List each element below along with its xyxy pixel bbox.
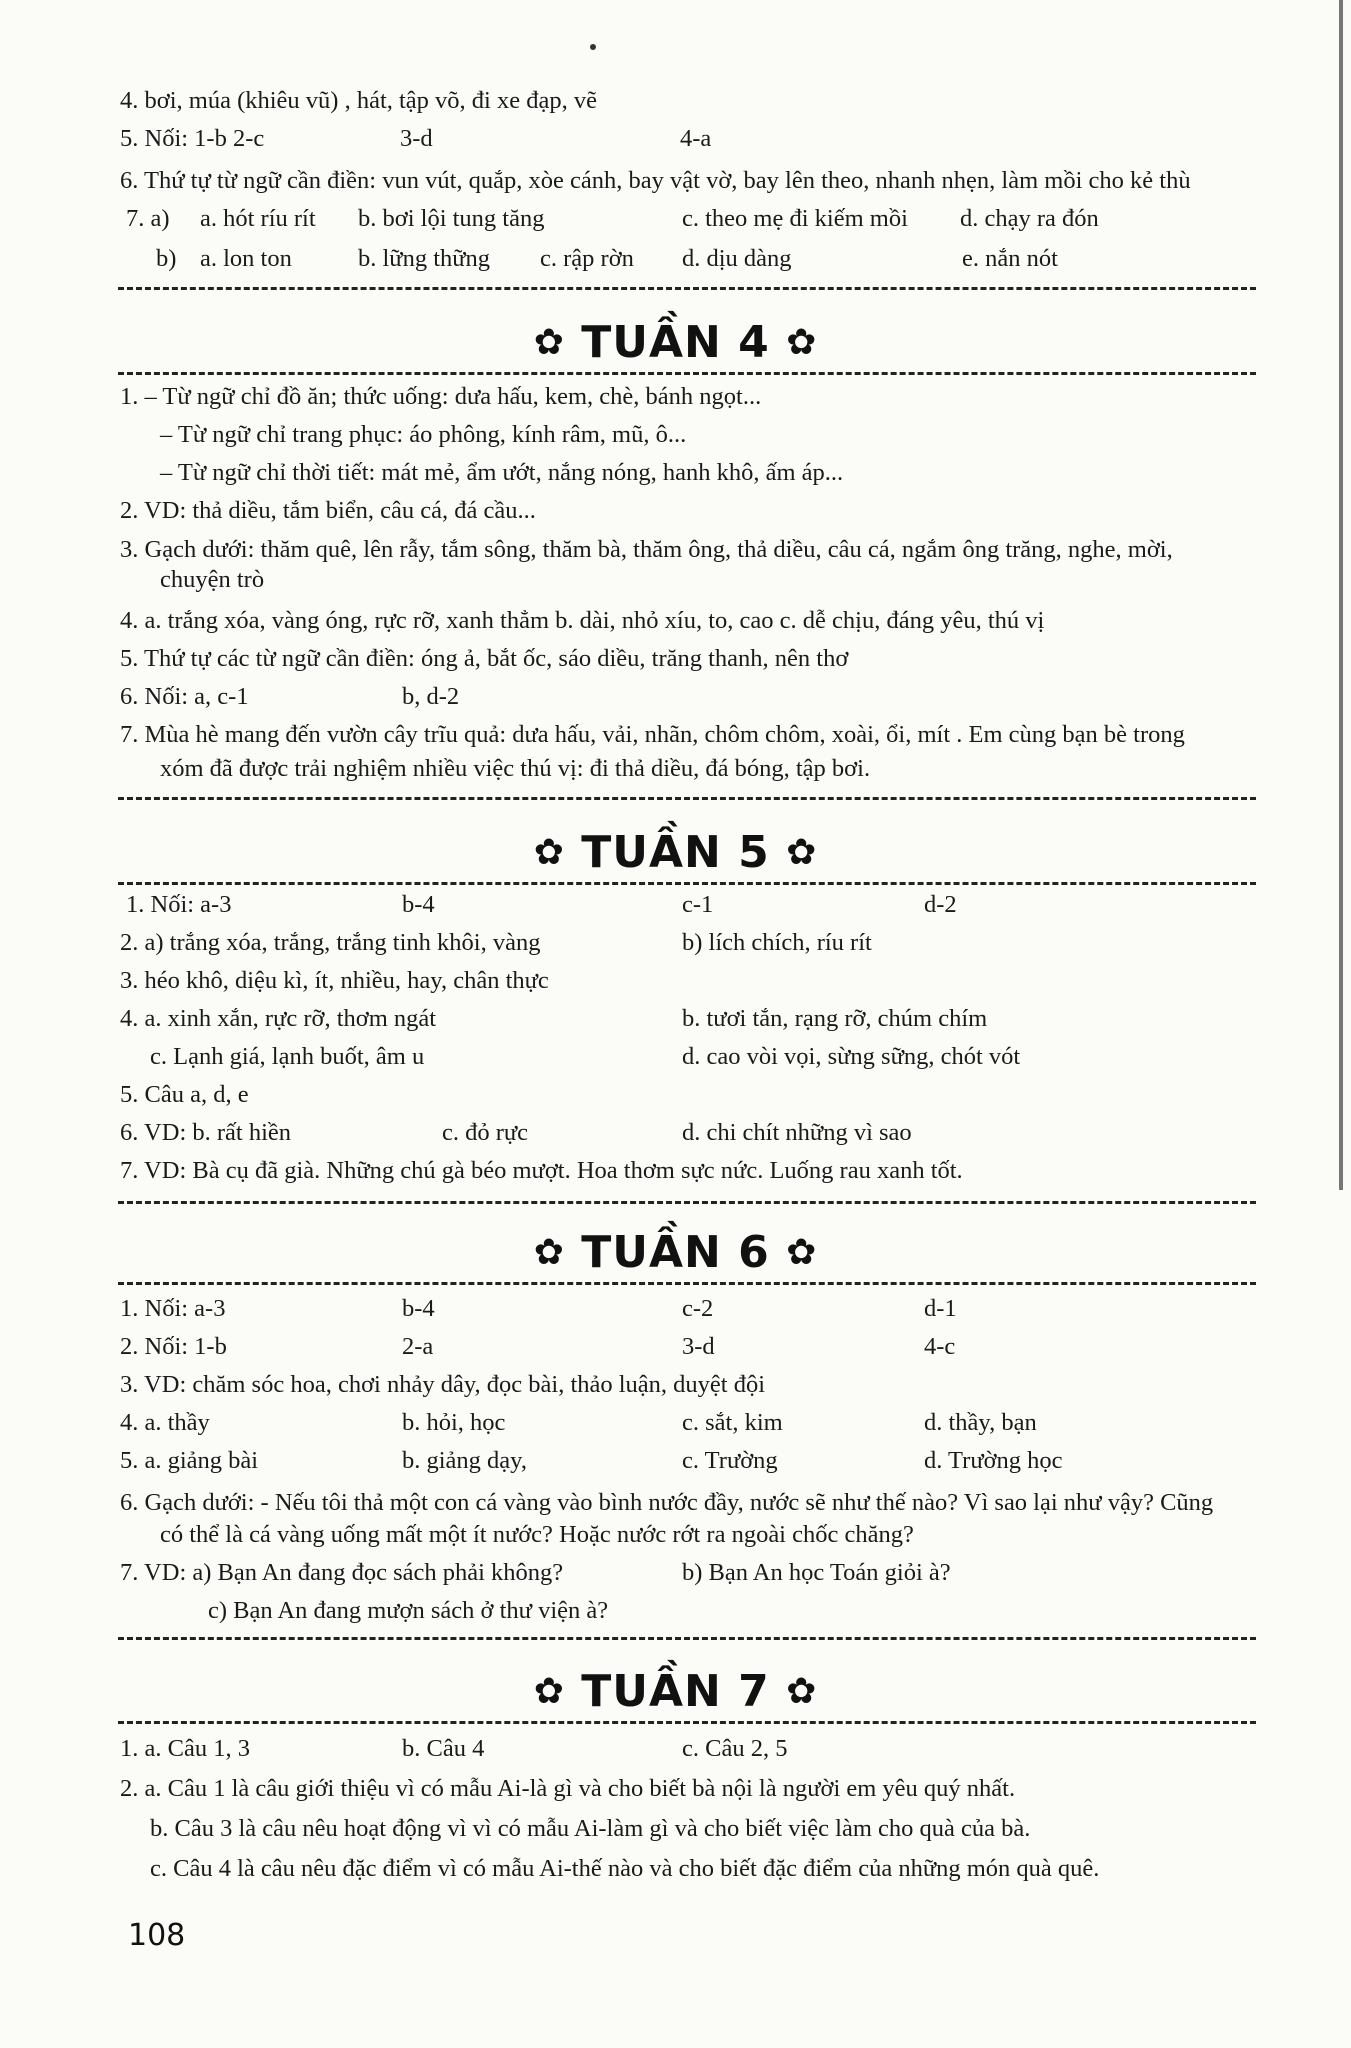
answer-line [120,1852,1256,1886]
answer-text: xóm đã được trải nghiệm nhiều việc thú vị: đi thả diều, đá bóng, tập bơi. [160,755,871,782]
answer-text: 5. Thứ tự các từ ngữ cần điền: óng ả, bắt ốc, sáo diều, trăng thanh, nên thơ [120,645,849,672]
answer-text: 5. Nối: 1-b 2-c [120,125,265,152]
answer-text: 3. VD: chăm sóc hoa, chơi nhảy dây, đọc bài, thảo luận, duyệt đội [120,1371,766,1398]
answer-text: b) lích chích, ríu rít [682,929,872,956]
answer-text: b) [156,245,177,272]
section-heading-tuan-5 [0,825,1351,881]
answer-line [120,1486,1256,1520]
section-divider [118,1637,1256,1640]
answer-line [120,604,1256,638]
answer-text: d. dịu dàng [682,245,792,272]
answer-line [120,1518,1256,1552]
answer-text: c. Lạnh giá, lạnh buốt, âm u [150,1043,425,1070]
flower-icon: ✿ [533,322,565,363]
answer-text: 2. a. Câu 1 là câu giới thiệu vì có mẫu Ai-là gì và cho biết bà nội là người em yêu quý nhất. [120,1775,1016,1802]
flower-icon: ✿ [533,832,565,873]
answer-text: 7. a) [126,205,170,232]
answer-text: a. lon ton [200,245,292,272]
answer-text: 7. Mùa hè mang đến vườn cây trĩu quả: dưa hấu, vải, nhãn, chôm chôm, xoài, ổi, mít . Em cùng bạn bè trong [120,721,1185,748]
answer-text: 4. a. thầy [120,1409,210,1436]
answer-text: 5. Câu a, d, e [120,1081,249,1108]
answer-text: 7. VD: Bà cụ đã già. Những chú gà béo mượt. Hoa thơm sực nức. Luống rau xanh tốt. [120,1157,963,1184]
answer-text: c) Bạn An đang mượn sách ở thư viện à? [208,1597,609,1624]
flower-icon: ✿ [786,322,818,363]
answer-text: 1. Nối: a-3 [126,891,232,918]
section-divider [118,882,1256,885]
answer-text: b-4 [402,1295,435,1322]
section-heading-tuan-4 [0,315,1351,371]
answer-text: 2. Nối: 1-b [120,1333,227,1360]
answer-text: 4. a. trắng xóa, vàng óng, rực rỡ, xanh thẳm b. dài, nhỏ xíu, to, cao c. dễ chịu, đáng yêu, thú vị [120,607,1045,634]
answer-text: 2. a) trắng xóa, trắng, trắng tinh khôi, vàng [120,929,541,956]
answer-text: b. Câu 3 là câu nêu hoạt động vì vì có mẫu Ai-làm gì và cho biết việc làm cho quà của bà. [150,1815,1031,1842]
answer-text: 3. héo khô, diệu kì, ít, nhiều, hay, chân thực [120,967,549,994]
answer-text: d-1 [924,1295,957,1322]
answer-line [120,533,1256,567]
answer-text: b. giảng dạy, [402,1447,527,1474]
answer-text: – Từ ngữ chỉ thời tiết: mát mẻ, ẩm ướt, nắng nóng, hanh khô, ấm áp... [160,459,844,486]
answer-text: 7. VD: a) Bạn An đang đọc sách phải không? [120,1559,564,1586]
answer-line [120,164,1256,198]
answer-line [120,84,1256,118]
answer-text: d. thầy, bạn [924,1409,1037,1436]
heading-text: TUẦN 5 [581,827,770,878]
answer-line [120,1368,1256,1402]
answer-text: d. cao vòi vọi, sừng sững, chót vót [682,1043,1021,1070]
answer-text: – Từ ngữ chỉ trang phục: áo phông, kính râm, mũ, ô... [160,421,687,448]
answer-text: 3-d [682,1333,715,1360]
answer-text: c. Trường [682,1447,778,1474]
answer-text: b. Câu 4 [402,1735,485,1762]
section-heading-tuan-7 [0,1664,1351,1720]
flower-icon: ✿ [786,1671,818,1712]
answer-text: b. bơi lội tung tăng [358,205,545,232]
answer-text: c-1 [682,891,714,918]
answer-text: c. Câu 2, 5 [682,1735,788,1762]
ink-dot [590,44,596,50]
answer-line [120,642,1256,676]
answer-text: chuyện trò [160,566,265,593]
answer-line [120,456,1256,490]
page-edge-shadow [1339,0,1343,1190]
section-heading-tuan-6 [0,1225,1351,1281]
answer-text: b. hỏi, học [402,1409,506,1436]
answer-text: a. hót ríu rít [200,205,316,232]
answer-text: d. Trường học [924,1447,1063,1474]
section-divider [118,287,1256,290]
answer-line [120,380,1256,414]
answer-line [120,1078,1256,1112]
answer-text: 6. Gạch dưới: - Nếu tôi thả một con cá vàng vào bình nước đầy, nước sẽ như thế nào? Vì sao lại như vậy? Cũng [120,1489,1214,1516]
answer-text: d-2 [924,891,957,918]
answer-text: 2-a [402,1333,434,1360]
answer-text: 3. Gạch dưới: thăm quê, lên rẫy, tắm sông, thăm bà, thăm ông, thả diều, câu cá, ngắm ông trăng, nghe, mời, [120,536,1173,563]
answer-text: 6. VD: b. rất hiền [120,1119,292,1146]
answer-text: 3-d [400,125,433,152]
answer-text: 5. a. giảng bài [120,1447,259,1474]
answer-text: 1. – Từ ngữ chỉ đồ ăn; thức uống: dưa hấu, kem, chè, bánh ngọt... [120,383,762,410]
answer-line [120,752,1256,786]
answer-line [120,418,1256,452]
answer-text: d. chi chít những vì sao [682,1119,912,1146]
answer-text: 4-c [924,1333,956,1360]
answer-line [120,964,1256,998]
answer-text: c. đỏ rực [442,1119,529,1146]
section-divider [118,1721,1256,1724]
answer-line [120,563,1256,597]
answer-text: 1. a. Câu 1, 3 [120,1735,250,1762]
answer-text: 6. Nối: a, c-1 [120,683,249,710]
answer-line [120,1812,1256,1846]
answer-text: 6. Thứ tự từ ngữ cần điền: vun vút, quắp, xòe cánh, bay vật vờ, bay lên theo, nhanh nhẹn, làm mồi cho kẻ thù [120,167,1191,194]
answer-text: 4. a. xinh xắn, rực rỡ, thơm ngát [120,1005,437,1032]
answer-text: c. sắt, kim [682,1409,783,1436]
flower-icon: ✿ [786,832,818,873]
answer-line [120,1594,1256,1628]
flower-icon: ✿ [533,1232,565,1273]
answer-text: e. nắn nót [962,245,1058,272]
answer-text: c-2 [682,1295,714,1322]
answer-text: c. rập rờn [540,245,634,272]
answer-text: 4. bơi, múa (khiêu vũ) , hát, tập võ, đi xe đạp, vẽ [120,87,597,114]
section-divider [118,797,1256,800]
answer-line [120,1154,1256,1188]
answer-text: b. tươi tắn, rạng rỡ, chúm chím [682,1005,988,1032]
answer-text: c. Câu 4 là câu nêu đặc điểm vì có mẫu Ai-thế nào và cho biết đặc điểm của những món quà quê. [150,1855,1100,1882]
answer-text: b-4 [402,891,435,918]
answer-text: 1. Nối: a-3 [120,1295,226,1322]
heading-text: TUẦN 7 [581,1666,770,1717]
page-number: 108 [128,1918,186,1953]
heading-text: TUẦN 4 [581,317,770,368]
answer-text: 4-a [680,125,712,152]
section-divider [118,372,1256,375]
answer-line [120,494,1256,528]
answer-text: 2. VD: thả diều, tắm biển, câu cá, đá cầu... [120,497,536,524]
heading-text: TUẦN 6 [581,1227,770,1278]
flower-icon: ✿ [786,1232,818,1273]
answer-text: b, d-2 [402,683,460,710]
section-divider [118,1201,1256,1204]
answer-text: có thể là cá vàng uống mất một ít nước? Hoặc nước rớt ra ngoài chốc chăng? [160,1521,914,1548]
answer-text: d. chạy ra đón [960,205,1099,232]
answer-text: b) Bạn An học Toán giỏi à? [682,1559,951,1586]
section-divider [118,1282,1256,1285]
answer-line [120,1772,1256,1806]
flower-icon: ✿ [533,1671,565,1712]
answer-text: b. lững thững [358,245,491,272]
answer-text: c. theo mẹ đi kiếm mồi [682,205,908,232]
answer-line [120,718,1256,752]
